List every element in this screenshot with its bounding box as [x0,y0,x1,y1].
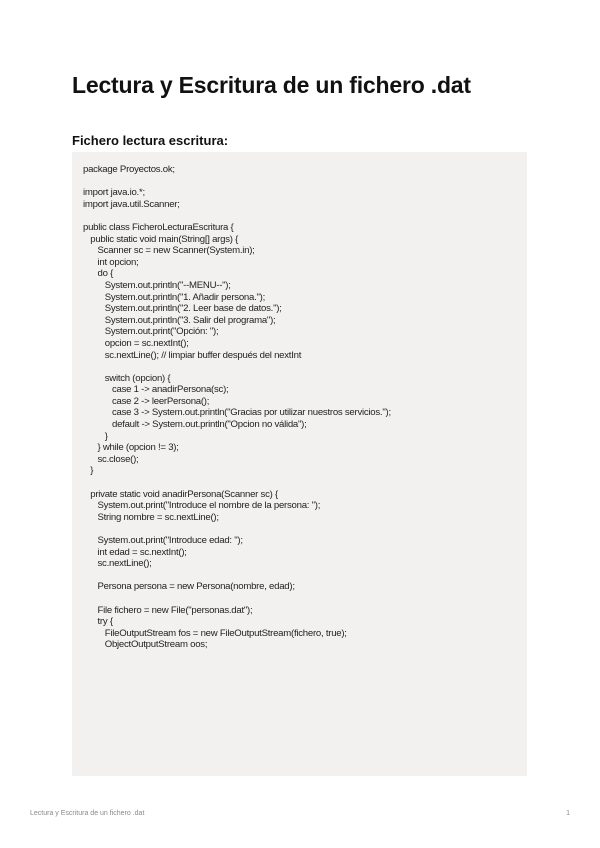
document-title: Lectura y Escritura de un fichero .dat [72,72,471,98]
code-line: System.out.println("1. Añadir persona."); [83,291,266,303]
code-line: do { [83,268,114,280]
code-line: System.out.println("3. Salir del programa"); [83,314,276,326]
code-line: } [83,430,108,442]
code-line [83,361,527,373]
code-line: System.out.println("--MENU--"); [83,279,231,291]
code-line: switch (opcion) { [83,372,171,384]
code-line: System.out.println("2. Leer base de datos."); [83,303,282,315]
code-line: File fichero = new File("personas.dat"); [83,604,253,616]
code-line: Scanner sc = new Scanner(System.in); [83,245,255,257]
code-line: default -> System.out.println("Opcion no válida"); [83,419,307,431]
code-line: sc.nextLine(); [83,558,152,570]
code-line: int opcion; [83,256,139,268]
code-line: int edad = sc.nextInt(); [83,546,187,558]
code-line: System.out.print("Opción: "); [83,326,219,338]
code-line: Persona persona = new Persona(nombre, edad); [83,581,295,593]
footer-page-number: 1 [566,810,570,817]
code-line: System.out.print("Introduce edad: "); [83,535,243,546]
code-line [83,477,527,489]
code-line: sc.close(); [83,453,139,465]
code-line: case 2 -> leerPersona(); [83,395,210,407]
section-heading: Fichero lectura escritura: [72,133,229,148]
code-line: public static void main(String[] args) { [83,233,239,245]
code-line [83,523,527,535]
code-line: System.out.print("Introduce el nombre de la persona: "); [83,500,321,512]
code-line: String nombre = sc.nextLine(); [83,511,219,523]
code-line: opcion = sc.nextInt(); [83,337,189,349]
code-line [83,176,527,188]
code-line: FileOutputStream fos = new FileOutputStream(fichero, true); [83,627,347,639]
footer-document-name: Lectura y Escritura de un fichero .dat [30,810,145,817]
code-line [83,210,527,222]
code-line: import java.io.*; [83,187,145,199]
code-block [72,152,527,776]
code-line: public class FicheroLecturaEscritura { [83,221,234,233]
code-line: sc.nextLine(); // limpiar buffer después del nextInt [83,349,302,361]
code-line: try { [83,616,113,628]
code-line: } while (opcion != 3); [83,442,179,454]
code-line: } [83,465,94,477]
code-line [83,570,527,582]
code-line: import java.util.Scanner; [83,198,180,210]
code-line: private static void anadirPersona(Scanner sc) { [83,488,278,500]
code-line: ObjectOutputStream oos; [83,639,208,651]
code-line: case 3 -> System.out.println("Gracias por utilizar nuestros servicios."); [83,407,391,419]
code-line [83,593,527,605]
code-line: case 1 -> anadirPersona(sc); [83,384,229,396]
code-line: package Proyectos.ok; [83,164,175,175]
